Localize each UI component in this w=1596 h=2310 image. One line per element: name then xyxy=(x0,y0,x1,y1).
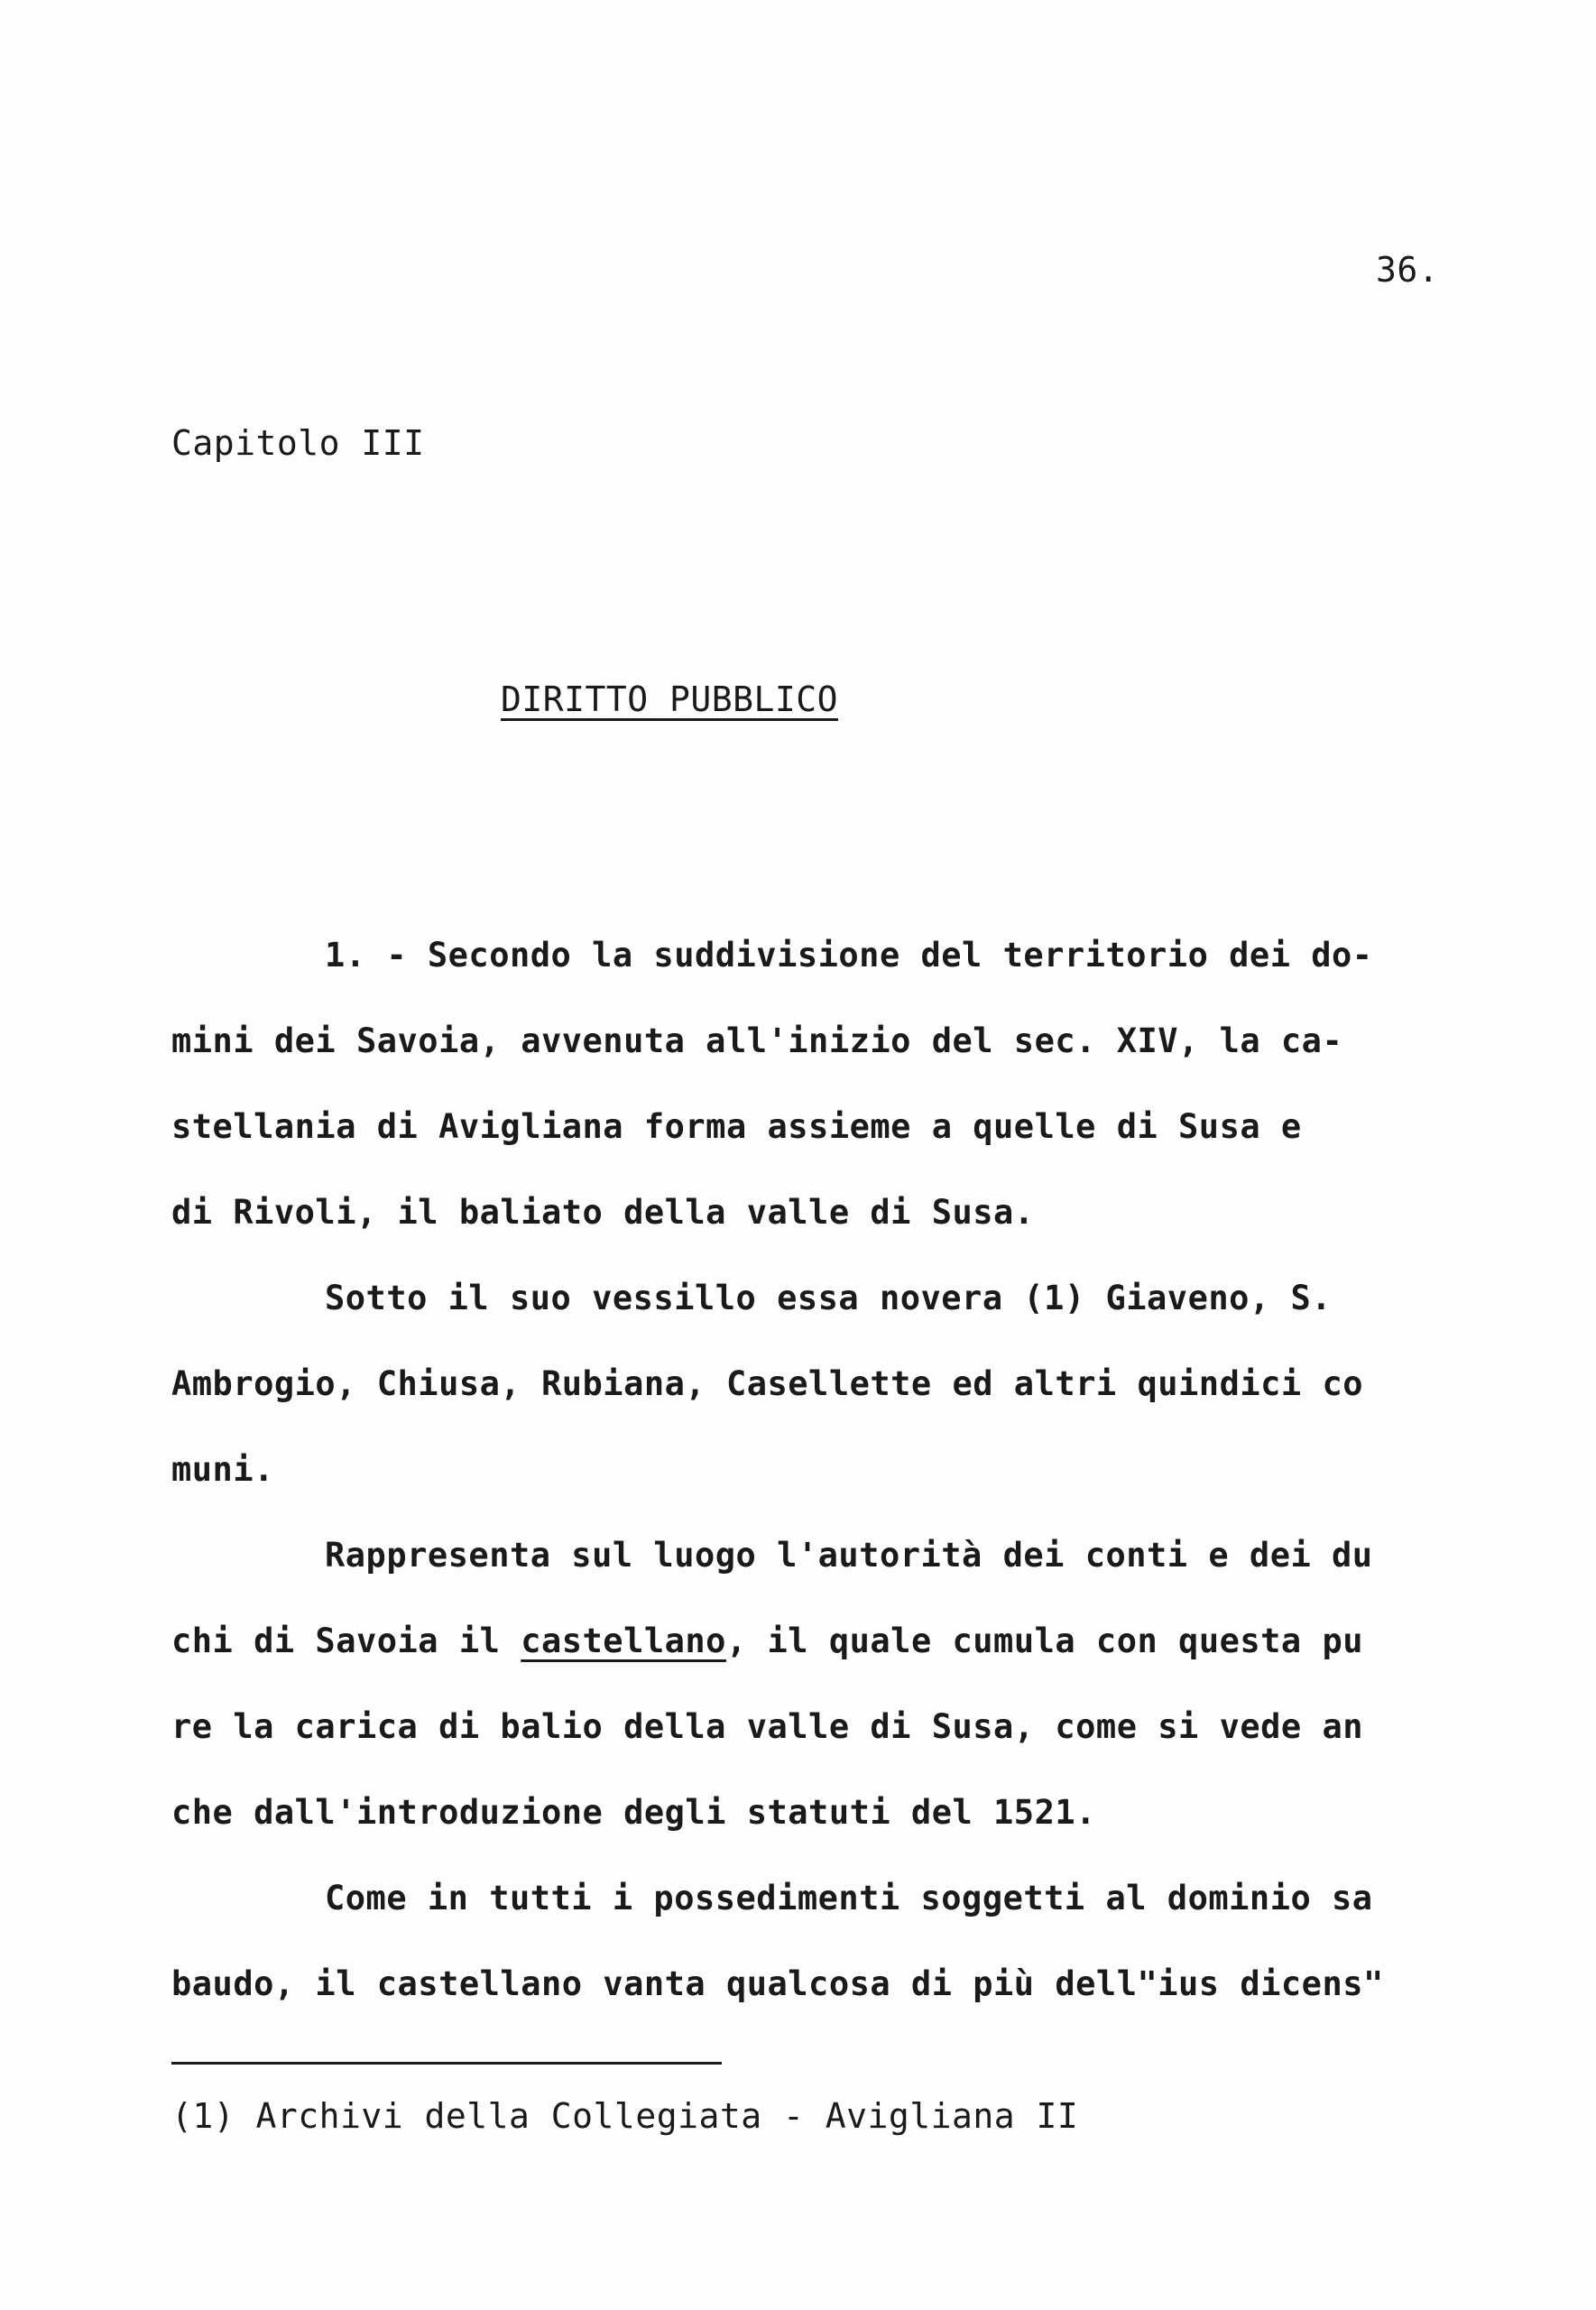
body-line: Come in tutti i possedimenti soggetti al dominio sa xyxy=(325,1879,1373,1917)
body-text: chi di Savoia il xyxy=(171,1622,521,1660)
footnote-divider xyxy=(171,2062,722,2065)
footnote: (1) Archivi della Collegiata - Avigliana II xyxy=(171,2096,1079,2136)
section-title: DIRITTO PUBBLICO xyxy=(501,679,839,719)
body-line: Ambrogio, Chiusa, Rubiana, Casellette ed altri quindici co xyxy=(171,1364,1364,1403)
body-line: re la carica di balio della valle di Susa, come si vede an xyxy=(171,1707,1364,1746)
body-line: muni. xyxy=(171,1450,274,1489)
body-line: 1. - Secondo la suddivisione del territorio dei do- xyxy=(325,936,1373,975)
body-line: che dall'introduzione degli statuti del 1521. xyxy=(171,1793,1096,1832)
body-line: Rappresenta sul luogo l'autorità dei conti e dei du xyxy=(325,1536,1373,1575)
chapter-heading: Capitolo III xyxy=(171,423,425,463)
body-line: di Rivoli, il baliato della valle di Susa. xyxy=(171,1193,1035,1232)
body-line: Sotto il suo vessillo essa novera (1) Giaveno, S. xyxy=(325,1279,1333,1317)
body-line: mini dei Savoia, avvenuta all'inizio del sec. XIV, la ca- xyxy=(171,1021,1343,1060)
page-number: 36. xyxy=(1376,250,1440,290)
body-text: , il quale cumula con questa pu xyxy=(725,1622,1364,1660)
underlined-term: castellano xyxy=(521,1622,726,1660)
body-line: stellania di Avigliana forma assieme a quelle di Susa e xyxy=(171,1107,1302,1146)
body-line: baudo, il castellano vanta qualcosa di più dell"ius dicens" xyxy=(171,1964,1384,2003)
body-line xyxy=(171,1624,1363,1658)
